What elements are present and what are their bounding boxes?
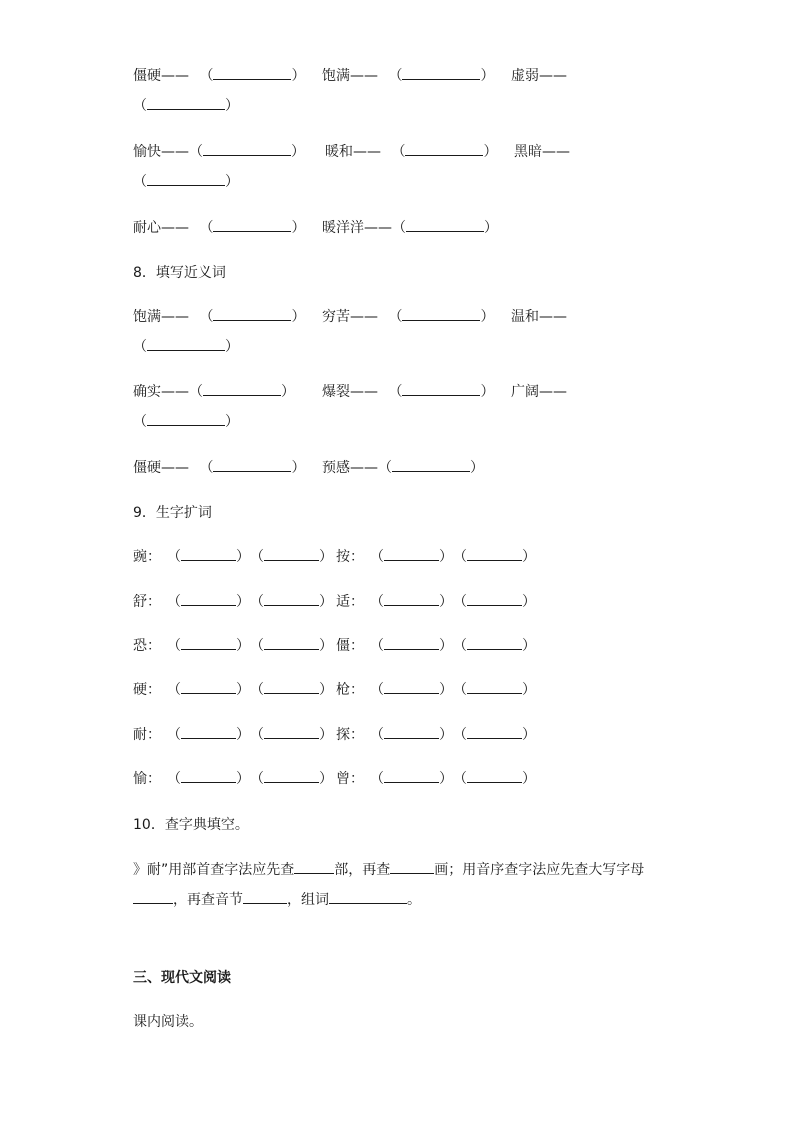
answer-blank[interactable]	[264, 769, 319, 783]
antonym-row-2c	[514, 142, 570, 162]
answer-blank[interactable]	[213, 218, 291, 232]
antonym-row-1b: 饱满—— （ ）	[322, 68, 495, 84]
word: 耐心——	[133, 220, 189, 236]
word: 僵硬——	[133, 460, 189, 476]
synonym-row-3b: 预感——（ ）	[322, 460, 484, 476]
expand-row-right: 适： （ ）（ ）	[336, 594, 536, 610]
answer-blank[interactable]	[147, 337, 225, 351]
character: 枪：	[336, 682, 364, 698]
character: 豌：	[133, 549, 161, 565]
syllable-blank[interactable]	[243, 890, 287, 904]
synonym-row-3: 僵硬—— （ ）	[133, 460, 306, 476]
answer-blank[interactable]	[467, 547, 522, 561]
antonym-row-2: 愉快——（ ）	[133, 144, 305, 160]
answer-blank[interactable]	[181, 680, 236, 694]
answer-blank[interactable]	[384, 636, 439, 650]
character: 僵：	[336, 638, 364, 654]
question-10-title: 10．查字典填空。	[133, 817, 249, 833]
answer-blank[interactable]	[181, 636, 236, 650]
expand-row-right: 曾： （ ）（ ）	[336, 771, 536, 787]
synonym-row-1b: 穷苦—— （ ）	[322, 309, 495, 325]
dictionary-fill-line-2: ，再查音节 ，组词 。	[133, 890, 421, 910]
expand-row-left: 硬： （ ）（ ）	[133, 682, 333, 698]
word: 饱满——	[322, 68, 378, 84]
answer-blank[interactable]	[402, 66, 480, 80]
word: 僵硬——	[133, 68, 189, 84]
answer-blank[interactable]	[467, 769, 522, 783]
answer-blank[interactable]	[213, 307, 291, 321]
answer-blank[interactable]	[392, 458, 470, 472]
synonym-row-1: 饱满—— （ ）	[133, 309, 306, 325]
word-blank[interactable]	[329, 890, 407, 904]
answer-blank[interactable]	[181, 769, 236, 783]
word: 愉快——	[133, 144, 189, 160]
answer-blank[interactable]	[213, 66, 291, 80]
expand-row-right: 僵： （ ）（ ）	[336, 638, 536, 654]
capital-letter-blank[interactable]	[133, 890, 173, 904]
character: 恐：	[133, 638, 161, 654]
answer-blank[interactable]	[384, 592, 439, 606]
answer-blank[interactable]	[406, 218, 484, 232]
answer-blank[interactable]	[384, 680, 439, 694]
character: 愉：	[133, 771, 161, 787]
expand-row-left: 舒： （ ）（ ）	[133, 594, 333, 610]
word: 穷苦——	[322, 309, 378, 325]
synonym-row-1c-blank: （ ）	[133, 339, 239, 355]
section-3-subtitle: 课内阅读。	[133, 1014, 203, 1030]
synonym-row-2c	[511, 382, 567, 402]
character: 适：	[336, 594, 364, 610]
answer-blank[interactable]	[203, 142, 291, 156]
expand-row-right: 探： （ ）（ ）	[336, 727, 536, 743]
word: 温和——	[511, 309, 567, 325]
expand-row-left: 豌： （ ）（ ）	[133, 549, 333, 565]
expand-row-right: 按： （ ）（ ）	[336, 549, 536, 565]
answer-blank[interactable]	[384, 725, 439, 739]
word: 确实——	[133, 384, 189, 400]
word: 爆裂——	[322, 384, 378, 400]
character: 耐：	[133, 727, 161, 743]
stroke-count-blank[interactable]	[390, 860, 434, 874]
antonym-row-1: 僵硬—— （ ）	[133, 68, 306, 84]
antonym-row-1c	[511, 66, 567, 86]
answer-blank[interactable]	[402, 307, 480, 321]
answer-blank[interactable]	[467, 592, 522, 606]
character: 曾：	[336, 771, 364, 787]
character: 硬：	[133, 682, 161, 698]
answer-blank[interactable]	[147, 172, 225, 186]
antonym-row-3: 耐心—— （ ）	[133, 220, 306, 236]
synonym-row-2b: 爆裂—— （ ）	[322, 384, 495, 400]
word: 广阔——	[511, 384, 567, 400]
answer-blank[interactable]	[467, 680, 522, 694]
question-8-title: 8．填写近义词	[133, 265, 226, 281]
answer-blank[interactable]	[384, 547, 439, 561]
word: 预感——	[322, 460, 378, 476]
word: 暖洋洋——	[322, 220, 392, 236]
answer-blank[interactable]	[402, 382, 480, 396]
expand-row-left: 愉： （ ）（ ）	[133, 771, 333, 787]
synonym-row-2: 确实——（ ）	[133, 384, 295, 400]
answer-blank[interactable]	[203, 382, 281, 396]
radical-blank[interactable]	[294, 860, 334, 874]
answer-blank[interactable]	[181, 725, 236, 739]
word: 黑暗——	[514, 144, 570, 160]
answer-blank[interactable]	[181, 592, 236, 606]
answer-blank[interactable]	[384, 769, 439, 783]
word: 暖和——	[325, 144, 381, 160]
answer-blank[interactable]	[264, 547, 319, 561]
answer-blank[interactable]	[264, 592, 319, 606]
character: 按：	[336, 549, 364, 565]
answer-blank[interactable]	[264, 636, 319, 650]
antonym-row-2c-blank: （ ）	[133, 174, 239, 190]
antonym-row-2b: 暖和—— （ ）	[325, 144, 498, 160]
antonym-row-3b: 暖洋洋——（ ）	[322, 220, 498, 236]
character: 舒：	[133, 594, 161, 610]
answer-blank[interactable]	[213, 458, 291, 472]
synonym-row-1c	[511, 307, 567, 327]
answer-blank[interactable]	[405, 142, 483, 156]
answer-blank[interactable]	[264, 725, 319, 739]
answer-blank[interactable]	[147, 96, 225, 110]
question-9-title: 9．生字扩词	[133, 505, 212, 521]
expand-row-left: 耐： （ ）（ ）	[133, 727, 333, 743]
expand-row-right: 枪： （ ）（ ）	[336, 682, 536, 698]
character: 探：	[336, 727, 364, 743]
answer-blank[interactable]	[264, 680, 319, 694]
section-3-title: 三、现代文阅读	[133, 970, 231, 986]
answer-blank[interactable]	[181, 547, 236, 561]
word: 虚弱——	[511, 68, 567, 84]
answer-blank[interactable]	[147, 412, 225, 426]
answer-blank[interactable]	[467, 636, 522, 650]
dictionary-fill-line-1: 》耐”用部首查字法应先查 部，再查 画；用音序查字法应先查大写字母	[133, 862, 645, 878]
synonym-row-2c-blank: （ ）	[133, 414, 239, 430]
antonym-row-1c-blank: （ ）	[133, 98, 239, 114]
answer-blank[interactable]	[467, 725, 522, 739]
expand-row-left: 恐： （ ）（ ）	[133, 638, 333, 654]
word: 饱满——	[133, 309, 189, 325]
